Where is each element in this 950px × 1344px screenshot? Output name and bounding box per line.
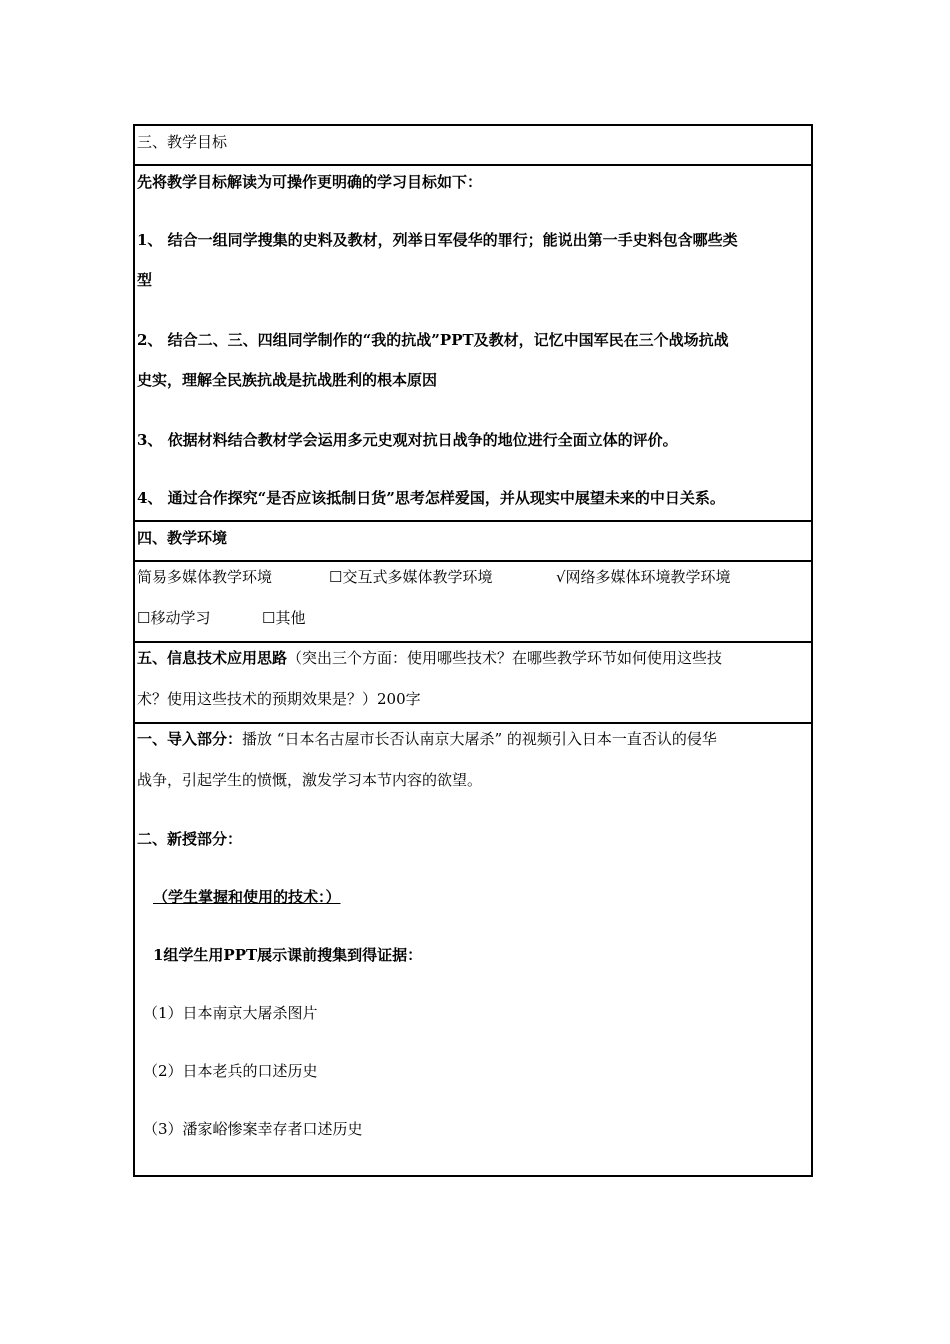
evidence-item-1: （1）日本南京大屠杀图片 <box>143 1004 318 1022</box>
intro-text-1: 播放 “日本名古屋市长否认南京大屠杀” 的视频引入日本一直否认的侵华 <box>242 730 717 748</box>
section3-heading: 三、教学目标 <box>137 133 228 151</box>
goal-1-line-2: 型 <box>137 271 153 289</box>
env-option-other: ☐其他 <box>262 609 306 627</box>
goal-3: 3、 依据材料结合教材学会运用多元史观对抗日战争的地位进行全面立体的评价。 <box>137 431 678 449</box>
env-option-mobile: ☐移动学习 <box>137 609 211 627</box>
tech-note: （学生掌握和使用的技术：） <box>153 888 341 906</box>
intro-line-1 <box>137 729 717 749</box>
env-option-simple: 简易多媒体教学环境 <box>137 568 273 586</box>
section5-heading: 五、信息技术应用思路 <box>137 649 288 667</box>
evidence-item-2: （2）日本老兵的口述历史 <box>143 1062 318 1080</box>
row-divider <box>135 164 811 166</box>
goal-2-line-2: 史实，理解全民族抗战是抗战胜利的根本原因 <box>137 371 438 389</box>
row-divider <box>135 560 811 562</box>
goal-1-line-1: 1、 结合一组同学搜集的史料及教材，列举日军侵华的罪行；能说出第一手史料包含哪些类 <box>137 231 738 249</box>
section4-heading: 四、教学环境 <box>137 529 228 547</box>
env-option-network: √网络多媒体环境教学环境 <box>556 568 731 586</box>
goals-intro: 先将教学目标解读为可操作更明确的学习目标如下： <box>137 173 483 191</box>
row-divider <box>135 641 811 643</box>
section5-desc-2: 术？使用这些技术的预期效果是？）200字 <box>137 690 421 708</box>
section5-desc-1: （突出三个方面：使用哪些技术？在哪些教学环节如何使用这些技 <box>287 649 723 667</box>
row-divider <box>135 520 811 522</box>
env-option-interactive: ☐交互式多媒体教学环境 <box>329 568 493 586</box>
lesson-plan-table <box>133 124 813 1177</box>
intro-text-2: 战争，引起学生的愤慨，激发学习本节内容的欲望。 <box>137 771 483 789</box>
section5-line-1 <box>137 648 722 668</box>
new-lesson-label: 二、新授部分： <box>137 830 243 848</box>
goal-4: 4、 通过合作探究“是否应该抵制日货”思考怎样爱国，并从现实中展望未来的中日关系。 <box>137 489 725 507</box>
intro-label: 一、导入部分： <box>137 730 243 748</box>
goal-2-line-1: 2、 结合二、三、四组同学制作的“我的抗战”PPT及教材，记忆中国军民在三个战场抗战 <box>137 331 729 349</box>
group-1-evidence: 1组学生用PPT展示课前搜集到得证据： <box>153 946 423 964</box>
row-divider <box>135 722 811 724</box>
evidence-item-3: （3）潘家峪惨案幸存者口述历史 <box>143 1120 363 1138</box>
